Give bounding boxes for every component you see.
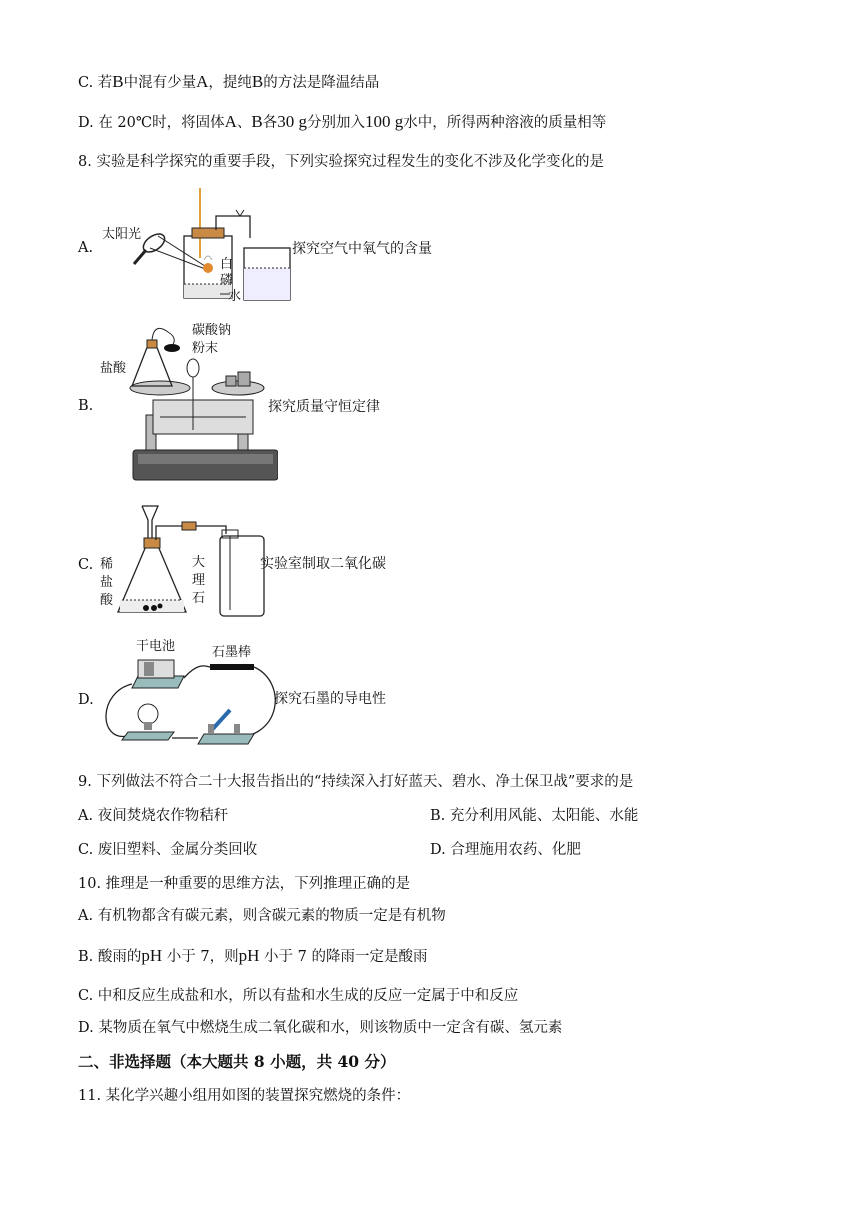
label-water: 水 (228, 289, 242, 304)
q8-option-b-label: B. (78, 398, 94, 414)
label-sodium-carbonate: 碳酸钠 (192, 323, 232, 338)
q9-option-c: C. 废旧塑料、金属分类回收 (78, 842, 258, 858)
q8-stem: 8. 实验是科学探究的重要手段，下列实验探究过程发生的变化不涉及化学变化的是 (78, 154, 604, 170)
q11-stem: 11. 某化学兴趣小组用如图的装置探究燃烧的条件： (78, 1088, 411, 1104)
q10-option-a: A. 有机物都含有碳元素，则含碳元素的物质一定是有机物 (78, 908, 446, 924)
q8-figure-d (98, 632, 278, 752)
label-white: 白 (220, 257, 234, 272)
q10-option-d: D. 某物质在氧气中燃烧生成二氧化碳和水，则该物质中一定含有碳、氢元素 (78, 1020, 563, 1036)
label-salt: 盐 (100, 575, 114, 590)
section-heading: 二、非选择题（本大题共 8 小题，共 40 分） (78, 1052, 396, 1071)
q7-option-c: C. 若B中混有少量A，提纯B的方法是降温结晶 (78, 72, 380, 91)
label-marble: 理 (192, 573, 206, 588)
q8-figure-c (98, 500, 268, 622)
q10-stem: 10. 推理是一种重要的思维方法，下列推理正确的是 (78, 876, 411, 892)
q9-stem: 9. 下列做法不符合二十大报告指出的“持续深入打好蓝天、碧水、净土保卫战”要求的是 (78, 774, 634, 790)
q8-option-b-caption: 探究质量守恒定律 (268, 399, 380, 415)
label-hydrochloric-acid: 盐酸 (100, 361, 127, 376)
q7-option-d: D. 在 20℃时，将固体A、B各30 g分别加入100 g水中，所得两种溶液的质量相等 (78, 112, 607, 131)
label-sunlight: 太阳光 (102, 227, 142, 242)
q9-option-b: B. 充分利用风能、太阳能、水能 (430, 808, 639, 824)
label-powder: 粉末 (192, 341, 219, 356)
label-acid: 酸 (100, 593, 114, 608)
q8-figure-b (98, 320, 278, 490)
q8-option-d-caption: 探究石墨的导电性 (274, 691, 386, 707)
q8-figure-a (100, 188, 300, 308)
q10-option-c: C. 中和反应生成盐和水，所以有盐和水生成的反应一定属于中和反应 (78, 988, 519, 1004)
label-dilute: 稀 (100, 557, 114, 572)
label-phosphorus: 磷 (220, 273, 234, 288)
q9-option-d: D. 合理施用农药、化肥 (430, 842, 581, 858)
label-graphite-rod: 石墨棒 (212, 645, 252, 660)
q9-option-a: A. 夜间焚烧农作物秸秆 (78, 808, 229, 824)
q10-option-b: B. 酸雨的pH 小于 7，则pH 小于 7 的降雨一定是酸雨 (78, 946, 428, 965)
q8-option-a-caption: 探究空气中氧气的含量 (292, 241, 432, 257)
label-battery: 干电池 (136, 639, 176, 654)
label-stone: 石 (192, 591, 206, 606)
q8-option-c-caption: 实验室制取二氧化碳 (260, 556, 386, 572)
label-big: 大 (192, 555, 206, 570)
q8-option-d-label: D. (78, 692, 94, 708)
q8-option-c-label: C. (78, 557, 94, 573)
q8-option-a-label: A. (78, 240, 94, 256)
